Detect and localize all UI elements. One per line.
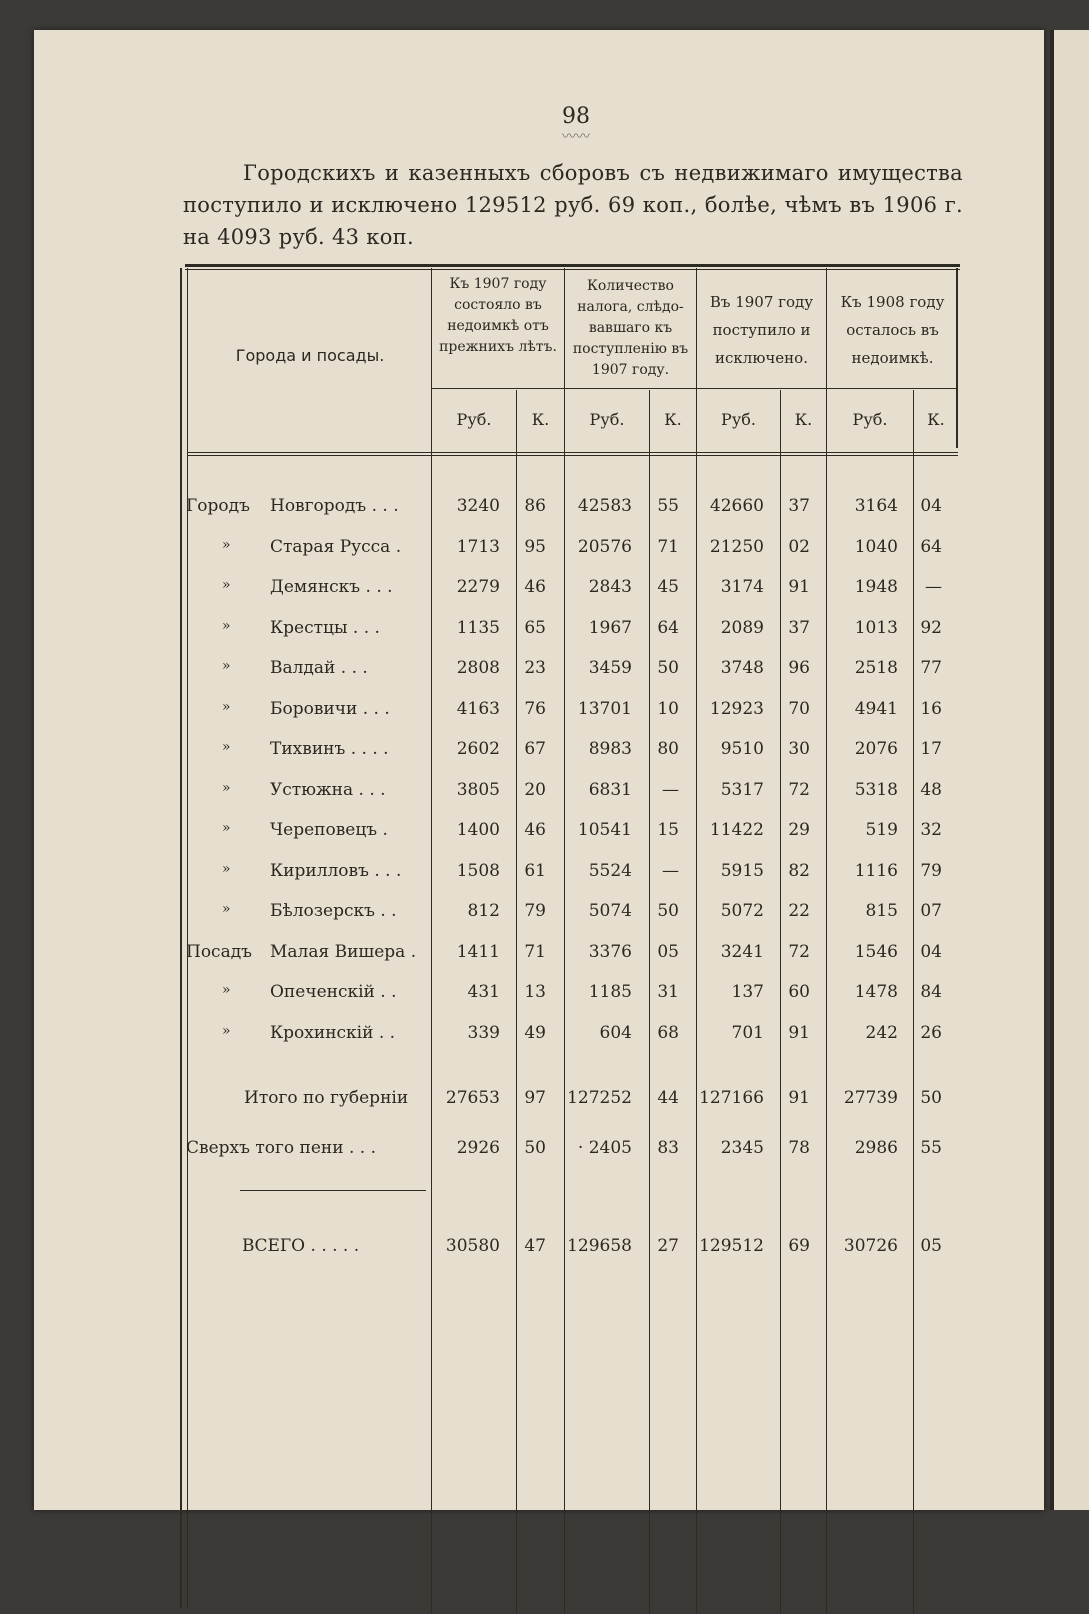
grand-c2-kop: 27 [657,1236,679,1256]
row-c1r: 1135 [456,617,500,638]
header-col4: Къ 1908 году осталось въ недоимкѣ. [840,293,945,367]
row-c2k: 68 [657,1022,679,1043]
row-name: Старая Русса . [270,536,402,557]
row-c3r: 137 [731,982,764,1002]
row-name: Валдай . . . [270,658,368,678]
ditto-mark: » [222,536,231,553]
page-number-ornament: 〰〰 [562,129,590,145]
row-c1r: 3240 [456,496,500,516]
penalty-label: Сверхъ того пени . . . [186,1138,376,1158]
row-c4k: 04 [920,496,942,516]
table-top-border [185,264,960,267]
row-name: Устюжна . . . [270,779,386,800]
penalty-c1-kop: 50 [524,1138,546,1158]
row-c2r: 3376 [588,941,632,962]
header-bottom-line-2 [187,455,958,456]
row-c4k: 92 [920,617,942,638]
row-c1k: 95 [524,536,546,557]
tax-table [180,262,960,1612]
row-c1r: 2808 [456,658,500,678]
row-c1r: 1508 [456,860,500,881]
row-c3r: 42660 [709,496,764,516]
row-name: Малая Вишера . [270,941,417,962]
row-c1k: 20 [524,779,546,800]
total-c3-rub: 127166 [699,1088,764,1108]
ditto-mark: » [222,698,231,715]
row-c1k: 79 [524,901,546,921]
row-c3k: 37 [788,496,810,516]
row-c2k: 50 [657,658,679,678]
grand-c2-rub: 129658 [567,1236,632,1256]
row-c4k: — [925,577,942,597]
row-c4r: 1040 [854,536,898,557]
row-c1k: 49 [524,1022,546,1043]
row-c1k: 46 [524,820,546,840]
row-c3k: 91 [788,1022,810,1043]
row-c1r: 1411 [456,941,500,962]
row-c4r: 1948 [854,577,898,597]
row-c2r: 5524 [588,860,632,881]
row-c1r: 3805 [456,779,500,800]
row-c2k: 71 [657,536,679,557]
penalty-c3-rub: 2345 [720,1138,764,1158]
total-c1-rub: 27653 [445,1088,500,1108]
row-c3r: 5072 [720,901,764,921]
grand-c1-rub: 30580 [445,1236,500,1256]
row-c4r: 2518 [854,658,898,678]
table-row [180,486,960,526]
penalty-c4-kop: 55 [920,1138,942,1158]
header-col2: Количество налога, слѣдо-вавшаго къ поступленію въ 1907 году. [572,278,689,378]
row-c2r: 1185 [588,982,632,1002]
next-page-edge [1050,30,1089,1510]
table-row [180,608,960,648]
ditto-mark: » [222,779,231,796]
row-name: Новгородъ . . . [270,496,399,516]
table-row [180,527,960,567]
row-c1k: 67 [524,739,546,759]
penalty-c1-rub: 2926 [456,1138,500,1158]
row-c4k: 64 [920,536,942,557]
row-c1r: 1400 [456,820,500,840]
row-c2k: 80 [657,739,679,759]
header-group-line [431,388,958,389]
row-c3k: 29 [788,820,810,840]
ditto-mark: » [222,820,231,836]
ditto-mark: » [222,1022,231,1039]
row-prefix: Посадъ [186,941,252,962]
total-label: Итого по губерніи [244,1088,409,1108]
row-name: Череповецъ . [270,820,388,840]
row-c1k: 71 [524,941,546,962]
row-c4r: 4941 [854,698,898,719]
row-c3k: 96 [788,658,810,678]
row-name: Крестцы . . . [270,617,380,638]
row-c1k: 13 [524,982,546,1002]
table-row [180,567,960,607]
header-col1: Къ 1907 году состояло въ недоимкѣ отъ прежнихъ лѣтъ. [439,276,557,355]
row-c4k: 32 [920,820,942,840]
header-rub-4: Руб. [852,410,888,429]
table-row [180,932,960,972]
row-c2r: 13701 [577,698,632,719]
penalty-c4-rub: 2986 [854,1138,898,1158]
row-c2k: — [662,860,679,881]
row-c4k: 79 [920,860,942,881]
grand-c1-kop: 47 [524,1236,546,1256]
row-c3r: 12923 [709,698,764,719]
grand-c3-rub: 129512 [699,1236,764,1256]
grand-c3-kop: 69 [788,1236,810,1256]
row-c4k: 84 [920,982,942,1002]
row-name: Тихвинъ . . . . [270,739,389,759]
ditto-mark: » [222,860,231,877]
total-c4-rub: 27739 [843,1088,898,1108]
row-c4r: 5318 [854,779,898,800]
penalty-c2-rub: · 2405 [577,1138,632,1158]
ditto-mark: » [222,577,231,593]
table-row [180,689,960,729]
row-c2k: 55 [657,496,679,516]
row-c1k: 65 [524,617,546,638]
page-number: 98 [562,104,590,129]
row-c3k: 37 [788,617,810,638]
row-c2r: 6831 [588,779,632,800]
row-c4r: 815 [865,901,898,921]
row-c3k: 30 [788,739,810,759]
row-c1k: 46 [524,577,546,597]
intro-text: Городскихъ и казенныхъ сборовъ съ недвижимаго имущества поступило и исключено 129512 руб. 69 коп., болѣе, чѣмъ въ 1906 г. на 4093 руб. 43 коп. [183,161,963,249]
ditto-mark: » [222,658,231,674]
ditto-mark: » [222,982,231,998]
row-c3r: 3748 [720,658,764,678]
row-c2r: 8983 [588,739,632,759]
ditto-mark: » [222,617,231,634]
row-c4r: 1478 [854,982,898,1002]
row-c3r: 21250 [709,536,764,557]
row-c3r: 2089 [720,617,764,638]
header-rub-2: Руб. [589,410,625,429]
row-c4k: 17 [920,739,942,759]
row-c2r: 42583 [577,496,632,516]
row-c4k: 07 [920,901,942,921]
header-city: Города и посады. [235,346,385,365]
row-c2k: 50 [657,901,679,921]
row-c2k: 15 [657,820,679,840]
row-c1r: 812 [467,901,500,921]
total-c3-kop: 91 [788,1088,810,1108]
row-c3r: 11422 [709,820,764,840]
row-c1r: 4163 [456,698,500,719]
row-prefix: Городъ [186,496,250,516]
row-c3r: 5915 [720,860,764,881]
table-row [180,972,960,1012]
row-c1r: 1713 [456,536,500,557]
header-rub-1: Руб. [456,410,492,429]
total-c1-kop: 97 [524,1088,546,1108]
row-c2r: 1967 [588,617,632,638]
row-c1r: 431 [467,982,500,1002]
row-c4r: 1116 [854,860,898,881]
row-c1r: 2279 [456,577,500,597]
penalty-row [180,1128,960,1168]
total-c4-kop: 50 [920,1088,942,1108]
row-c2r: 2843 [588,577,632,597]
row-c3r: 3174 [720,577,764,597]
row-c1k: 61 [524,860,546,881]
header-rub-3: Руб. [721,410,756,429]
row-c4r: 1546 [854,941,898,962]
penalty-c2-kop: 83 [657,1138,679,1158]
row-c3k: 91 [788,577,810,597]
header-kop-4: К. [927,410,945,429]
grand-label: ВСЕГО . . . . . [242,1236,360,1256]
row-c3r: 701 [731,1022,764,1043]
total-separator [240,1190,426,1191]
table-row [180,648,960,688]
row-c3k: 02 [788,536,810,557]
row-c2k: — [662,779,679,800]
row-c3r: 9510 [720,739,764,759]
row-c2k: 64 [657,617,679,638]
row-c4r: 519 [865,820,898,840]
row-c3k: 72 [788,941,810,962]
row-c2k: 10 [657,698,679,719]
row-c3r: 3241 [720,941,764,962]
row-c3k: 70 [788,698,810,719]
row-c4k: 16 [920,698,942,719]
row-name: Кирилловъ . . . [270,860,402,881]
header-kop-1: К. [531,410,550,429]
table-row [180,1013,960,1053]
row-c4k: 26 [920,1022,942,1043]
row-c2r: 5074 [588,901,632,921]
row-name: Боровичи . . . [270,698,390,719]
row-c2r: 10541 [577,820,632,840]
row-c4r: 1013 [854,617,898,638]
ditto-mark: » [222,901,231,917]
table-top-border-thin [185,269,960,270]
row-c1r: 2602 [456,739,500,759]
row-c2r: 20576 [577,536,632,557]
grand-c4-rub: 30726 [843,1236,898,1256]
row-c1k: 86 [524,496,546,516]
grand-c4-kop: 05 [920,1236,942,1256]
table-row [180,891,960,931]
ditto-mark: » [222,739,231,755]
total-c2-rub: 127252 [567,1088,632,1108]
row-c3k: 22 [788,901,810,921]
row-c4r: 2076 [854,739,898,759]
row-c4r: 242 [865,1022,898,1043]
header-col3: Въ 1907 году поступило и исключено. [709,293,814,367]
row-c3k: 60 [788,982,810,1002]
table-row [180,770,960,810]
row-c4r: 3164 [854,496,898,516]
row-c3k: 72 [788,779,810,800]
row-name: Крохинскій . . [270,1022,396,1043]
total-row [180,1078,960,1118]
row-c1k: 76 [524,698,546,719]
row-c2r: 604 [599,1022,632,1043]
penalty-c3-kop: 78 [788,1138,810,1158]
row-c3k: 82 [788,860,810,881]
table-row [180,810,960,850]
row-c2k: 45 [657,577,679,597]
row-name: Бѣлозерскъ . . [270,901,397,921]
header-bottom-line [187,452,958,453]
row-name: Опеченскій . . [270,982,397,1002]
header-kop-3: К. [794,410,813,429]
row-c2k: 31 [657,982,679,1002]
intro-paragraph [183,157,963,253]
row-c3r: 5317 [720,779,764,800]
row-c2r: 3459 [588,658,632,678]
row-c2k: 05 [657,941,679,962]
table-row [180,851,960,891]
total-c2-kop: 44 [657,1088,679,1108]
table-row [180,729,960,769]
row-c1r: 339 [467,1022,500,1043]
row-c4k: 04 [920,941,942,962]
grand-total-row [180,1226,960,1266]
header-kop-2: К. [664,410,682,429]
row-c1k: 23 [524,658,546,678]
row-name: Демянскъ . . . [270,577,393,597]
row-c4k: 77 [920,658,942,678]
row-c4k: 48 [920,779,942,800]
